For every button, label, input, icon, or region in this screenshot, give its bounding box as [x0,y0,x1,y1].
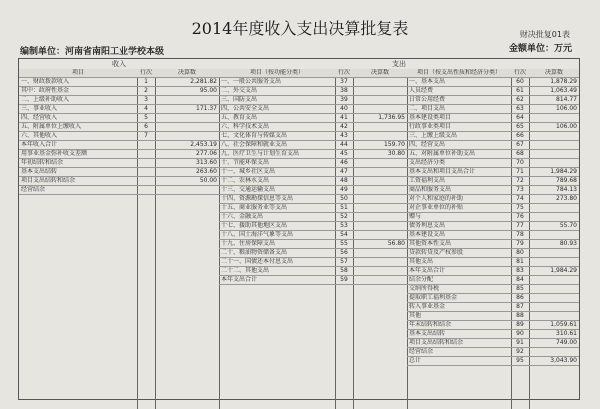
expense-nature-row-value [529,312,579,321]
income-row-item: 四、经营收入 [19,114,137,123]
expense-nature-row-item: 基本建设类项目 [407,114,511,123]
expense-nature-row-number: 83 [511,267,529,276]
income-item-column [19,69,138,409]
expense-function-row-value: 30.80 [353,150,407,159]
expense-nature-row-item: 年末结转和结余 [407,321,511,330]
expense-nature-row-value: 784.13 [529,186,579,195]
expense-nature-row-value [529,303,579,312]
expense-nature-row-item: 本年支出合计 [407,267,511,276]
expense-nature-row-value [529,213,579,222]
expense-nature-row-number: 85 [511,285,529,294]
income-row-number-column [137,69,156,409]
expense-nature-row-item: 一、基本支出 [407,78,511,87]
income-row-value: 313.60 [155,159,219,168]
expense-nature-row-number: 64 [511,114,529,123]
expense-nature-row-item: 二、项目支出 [407,105,511,114]
expense-nature-row-value: 55.70 [529,222,579,231]
expense-nature-row-item: 工资福利支出 [407,177,511,186]
expense-nature-row-value: 106.00 [529,105,579,114]
expense-nature-row-value: 3,043.90 [529,357,579,366]
expense-nature-row-number: 78 [511,231,529,240]
income-row-number [137,177,155,186]
expense-function-row-number: 37 [335,78,353,87]
expense-function-row-number: 58 [335,267,353,276]
expense-function-row-number: 54 [335,231,353,240]
expense-function-row-number: 52 [335,213,353,222]
expense-function-row-number: 40 [335,105,353,114]
expense-nature-row-item: 其他支出 [407,258,511,267]
expense-function-item-column [219,69,336,409]
expense-nature-row-number: 91 [511,339,529,348]
expense-function-row-value: 159.70 [353,141,407,150]
expense-function-row-value [353,177,407,186]
expense-nature-row-value [529,285,579,294]
income-row-item: 经营结余 [19,186,137,195]
expense-function-row-number: 49 [335,186,353,195]
expense-function-row-number: 45 [335,150,353,159]
expense-function-row-item: 十三、交通运输支出 [219,186,335,195]
expense-nature-row-value [529,276,579,285]
expense-function-row-value [353,186,407,195]
expense-nature-row-value: 1,059.61 [529,321,579,330]
expense-nature-row-value [529,114,579,123]
income-row-value: 95.00 [155,87,219,96]
income-row-value: 50.00 [155,177,219,186]
expense-function-row-number: 42 [335,123,353,132]
expense-function-row-item: 八、社会保障和就业支出 [219,141,335,150]
income-row-item: 三、事业收入 [19,105,137,114]
expense-nature-row-number: 65 [511,123,529,132]
expense-nature-row-number: 62 [511,96,529,105]
expense-nature-row-item: 结余分配 [407,276,511,285]
expense-function-row-number: 46 [335,159,353,168]
income-header-row-number: 行次 [137,69,155,78]
expense-nature-row-value [529,159,579,168]
expense-function-row-item: 十八、国土海洋气象等支出 [219,231,335,240]
income-row-item: 二、上级补助收入 [19,96,137,105]
expense-function-row-number: 57 [335,258,353,267]
amount-unit: 金额单位：万元 [508,44,572,54]
expense-function-row-item: 二十、粮油物资储备支出 [219,249,335,258]
expense-nature-row-item: 其他资本性支出 [407,240,511,249]
expense-nature-row-item: 三、上缴上级支出 [407,132,511,141]
expense-nature-row-item: 提取职工福利基金 [407,294,511,303]
expense-nature-row-value [529,204,579,213]
expense-nature-row-number: 92 [511,348,529,357]
income-row-number [137,141,155,150]
expense-nature-row-value [529,348,579,357]
income-section-title: 收入 [19,59,219,70]
expense-nature-row-number: 89 [511,321,529,330]
expense-function-row-item: 十二、农林水支出 [219,177,335,186]
expense-nature-row-item: 四、经营支出 [407,141,511,150]
income-row-value: 171.37 [155,105,219,114]
expense-nature-row-number: 75 [511,204,529,213]
expense-nature-row-number: 74 [511,195,529,204]
expense-nature-row-item: 基本建设支出 [407,231,511,240]
expense-nature-row-number: 72 [511,177,529,186]
expense-function-row-item: 三、国防支出 [219,96,335,105]
expense-nature-row-value [529,231,579,240]
income-row-item: 用事业基金弥补收支差额 [19,150,137,159]
expense-nature-row-value [529,141,579,150]
expense-function-value-column [353,69,408,409]
expense-function-row-number: 38 [335,87,353,96]
expense-nature-row-item: 五、对附属单位补助支出 [407,150,511,159]
expense-function-row-number: 56 [335,249,353,258]
expense-function-row-item: 六、科学技术支出 [219,123,335,132]
income-row-value: 2,281.82 [155,78,219,87]
expense-function-row-value [353,78,407,87]
expense-function-row-value [353,258,407,267]
prepared-by: 编制单位：河南省南阳工业学校本级 [20,47,165,57]
income-row-value: 2,453.19 [155,141,219,150]
income-header-item: 项目 [19,69,137,78]
expense-nature-row-number: 76 [511,213,529,222]
expense-function-row-number: 39 [335,96,353,105]
income-row-number: 4 [137,105,155,114]
expense-function-row-item: 四、公共安全支出 [219,105,335,114]
income-row-item: 项目支出结转和结余 [19,177,137,186]
form-code: 财决批复01表 [519,30,570,39]
income-row-number [137,150,155,159]
expense-nature-header-row-number: 行次 [511,69,529,78]
expense-nature-row-value: 814.77 [529,96,579,105]
income-row-value [155,123,219,132]
expense-function-row-number: 51 [335,204,353,213]
expense-nature-row-item: 对企事业单位的补贴 [407,204,511,213]
expense-function-row-value [353,276,407,285]
expense-function-row-value [353,123,407,132]
expense-nature-row-item: 转入事业基金 [407,303,511,312]
income-row-value [155,132,219,141]
expense-function-row-item: 十六、金融支出 [219,213,335,222]
income-row-number [137,159,155,168]
expense-nature-value-column [529,69,579,409]
expense-function-row-item: 五、教育支出 [219,114,335,123]
expense-nature-row-item: 基本支出结转 [407,330,511,339]
expense-function-row-item: 二、外交支出 [219,87,335,96]
expense-function-row-item: 二十一、国债还本付息支出 [219,258,335,267]
expense-nature-row-number: 90 [511,330,529,339]
income-row-number [137,168,155,177]
expense-function-row-number: 59 [335,276,353,285]
expense-nature-row-value: 273.80 [529,195,579,204]
expense-function-row-number-column [335,69,354,409]
expense-nature-row-item: 经营结余 [407,348,511,357]
income-row-value [155,114,219,123]
income-row-number: 2 [137,87,155,96]
expense-function-row-value [353,267,407,276]
expense-function-row-item: 十四、资源勘探信息等支出 [219,195,335,204]
expense-nature-row-value: 789.68 [529,177,579,186]
expense-nature-row-value [529,258,579,267]
expense-nature-row-number: 95 [511,357,529,366]
expense-nature-row-item: 赠与 [407,213,511,222]
income-value-column [155,69,220,409]
expense-function-row-value [353,204,407,213]
expense-nature-row-value: 1,878.29 [529,78,579,87]
expense-function-row-item: 一、一般公共服务支出 [219,78,335,87]
income-row-item: 基本支出结转 [19,168,137,177]
expense-nature-row-item: 其他 [407,312,511,321]
expense-function-row-value [353,87,407,96]
income-row-number: 6 [137,123,155,132]
expense-function-row-value [353,132,407,141]
expense-nature-row-item: 债务利息支出 [407,222,511,231]
expense-function-row-item: 十五、商业服务业等支出 [219,204,335,213]
expense-nature-row-item: 总计 [407,357,511,366]
expense-nature-row-number: 70 [511,159,529,168]
expense-nature-row-number-column [511,69,530,409]
expense-function-row-value [353,159,407,168]
expense-function-row-item: 七、文化体育与传媒支出 [219,132,335,141]
expense-nature-row-number: 67 [511,141,529,150]
income-row-number: 7 [137,132,155,141]
budget-sheet [18,58,580,400]
expense-function-row-value: 1,736.95 [353,114,407,123]
income-row-item: 本年收入合计 [19,141,137,150]
income-row-value [155,96,219,105]
expense-nature-header-item: 项目（按支出性质和经济分类） [407,69,511,78]
expense-function-row-item: 二十二、其他支出 [219,267,335,276]
expense-nature-row-value [529,294,579,303]
expense-nature-row-value: 106.00 [529,123,579,132]
expense-nature-row-value [529,150,579,159]
income-row-item: 五、附属单位上缴收入 [19,123,137,132]
expense-nature-row-item: 日常公用经费 [407,96,511,105]
expense-function-row-number: 44 [335,141,353,150]
expense-function-row-item: 十、节能环保支出 [219,159,335,168]
income-row-number: 5 [137,114,155,123]
expense-function-header-value: 决算数 [353,69,407,78]
expense-function-row-item: 九、医疗卫生与计划生育支出 [219,150,335,159]
expense-nature-row-number: 88 [511,312,529,321]
expense-nature-item-column [407,69,512,409]
income-header-value: 决算数 [155,69,219,78]
expense-function-row-value [353,249,407,258]
expense-function-row-item: 十七、援助其他地区支出 [219,222,335,231]
expense-nature-row-item: 交纳所得税 [407,285,511,294]
expense-nature-row-value: 1,063.49 [529,87,579,96]
expense-function-row-item: 十九、住房保障支出 [219,240,335,249]
expense-function-row-value [353,195,407,204]
expense-nature-row-item: 贷款转贷及产权参股 [407,249,511,258]
income-row-value: 263.60 [155,168,219,177]
expense-nature-row-value [529,249,579,258]
income-row-item: 一、财政拨款收入 [19,78,137,87]
expense-nature-row-value: 1,984.29 [529,267,579,276]
expense-nature-row-value: 80.93 [529,240,579,249]
expense-function-row-value [353,213,407,222]
expense-function-row-value [353,168,407,177]
expense-nature-row-item: 项目支出结转和结余 [407,339,511,348]
expense-function-row-number: 41 [335,114,353,123]
expense-nature-row-number: 60 [511,78,529,87]
expense-function-row-value [353,105,407,114]
income-row-value: 277.06 [155,150,219,159]
expense-nature-row-number: 77 [511,222,529,231]
expense-function-row-value [353,222,407,231]
expense-function-row-number: 55 [335,240,353,249]
expense-function-row-value: 56.80 [353,240,407,249]
expense-nature-row-number: 81 [511,258,529,267]
expense-nature-row-number: 61 [511,87,529,96]
expense-nature-row-item: 行政事业类项目 [407,123,511,132]
expense-function-row-number: 43 [335,132,353,141]
expense-nature-row-item: 商品和服务支出 [407,186,511,195]
expense-function-row-item: 十一、城乡社区支出 [219,168,335,177]
income-row-item: 年初结转和结余 [19,159,137,168]
expense-function-row-value [353,231,407,240]
income-row-item: 其中：政府性基金 [19,87,137,96]
expense-nature-row-value: 749.00 [529,339,579,348]
report-title: 2014年度收入支出决算批复表 [191,19,409,38]
expense-nature-row-number: 68 [511,150,529,159]
expense-nature-row-value: 310.61 [529,330,579,339]
income-row-number: 1 [137,78,155,87]
expense-nature-row-number: 66 [511,132,529,141]
expense-function-row-number: 53 [335,222,353,231]
expense-function-row-item: 本年支出合计 [219,276,335,285]
expense-nature-row-item: 支出经济分类 [407,159,511,168]
expense-function-header-row-number: 行次 [335,69,353,78]
expense-nature-row-number: 71 [511,168,529,177]
expense-nature-header-value: 决算数 [529,69,579,78]
expense-nature-row-value [529,132,579,141]
income-row-value [155,186,219,195]
expense-function-row-number: 50 [335,195,353,204]
expense-nature-row-item: 人员经费 [407,87,511,96]
income-row-number: 3 [137,96,155,105]
expense-nature-row-number: 79 [511,240,529,249]
expense-function-row-number: 47 [335,168,353,177]
income-row-item: 六、其他收入 [19,132,137,141]
expense-nature-row-number: 87 [511,303,529,312]
expense-nature-row-number: 80 [511,249,529,258]
expense-nature-row-value: 1,984.29 [529,168,579,177]
expense-nature-row-item: 对个人和家庭的补助 [407,195,511,204]
expense-function-row-number: 48 [335,177,353,186]
expense-nature-row-number: 84 [511,276,529,285]
expense-nature-row-number: 63 [511,105,529,114]
income-row-number [137,186,155,195]
expense-function-row-value [353,96,407,105]
expense-section-title: 支出 [219,59,579,70]
expense-nature-row-item: 基本支出和项目支出合计 [407,168,511,177]
expense-nature-row-number: 86 [511,294,529,303]
expense-function-header-item: 项目（按功能分类） [219,69,335,78]
expense-nature-row-number: 73 [511,186,529,195]
